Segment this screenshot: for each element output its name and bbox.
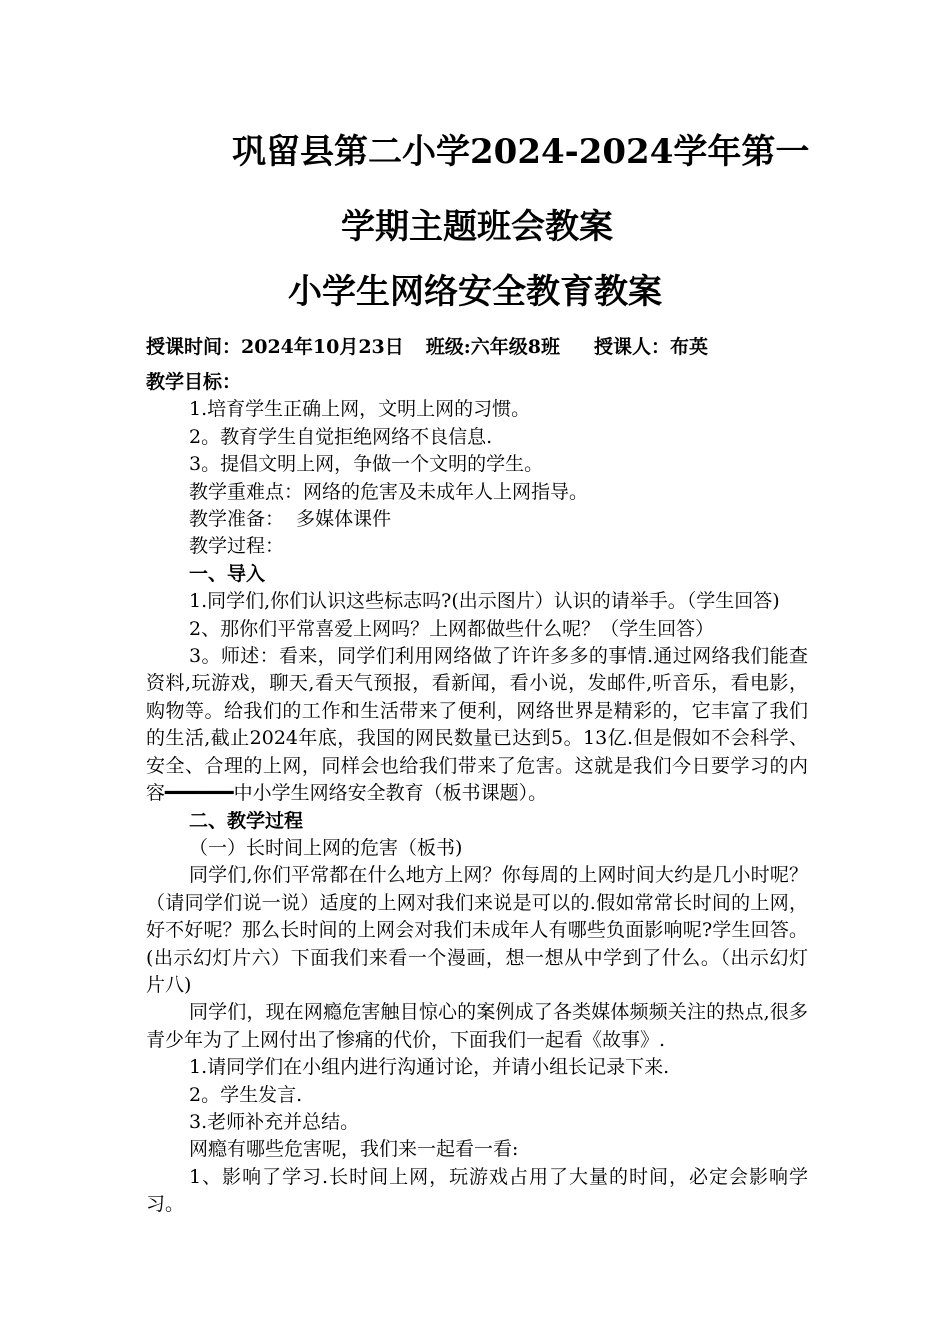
paragraph: 3。师述：看来，同学们利用网络做了许许多多的事情.通过网络我们能查资料,玩游戏，聊天,看天气预报，看新闻，看小说，发邮件,听音乐，看电影，购物等。给我们的工作和生活带来了便利，网络世界是精彩的，它丰富了我们的生活,截止2024年底，我国的网民数量已达到5。13亿.但是假如不会科学、安全、合理的上网，同样会也给我们带来了危害。这就是我们今日要学习的内容━━━━━━中小学生网络安全教育（板书课题）。 — [146, 645, 808, 805]
document-title-line-1: 巩留县第二小学2024-2024学年第一 — [232, 132, 810, 172]
paragraph: 1.请同学们在小组内进行沟通讨论，并请小组长记录下来. — [189, 1056, 670, 1079]
paragraph: 1.培育学生正确上网，文明上网的习惯。 — [189, 398, 531, 421]
paragraph: 1.同学们,你们认识这些标志吗?(出示图片）认识的请举手。（学生回答) — [189, 590, 780, 613]
paragraph: 2。教育学生自觉拒绝网络不良信息. — [189, 425, 493, 448]
document-subtitle: 小学生网络安全教育教案 — [288, 272, 662, 312]
lesson-time: 授课时间：2024年10月23日 — [146, 336, 404, 358]
paragraph: 2、那你们平常喜爱上网吗？上网都做些什么呢？（学生回答） — [189, 617, 715, 640]
section-heading-process: 二、教学过程 — [189, 809, 304, 832]
paragraph: 3。提倡文明上网，争做一个文明的学生。 — [189, 453, 544, 476]
section-heading-intro: 一、导入 — [189, 562, 266, 585]
paragraph: 3.老师补充并总结。 — [189, 1110, 360, 1133]
lesson-class: 班级:六年级8班 — [425, 336, 560, 358]
paragraph: 同学们,你们平常都在什么地方上网？你每周的上网时间大约是几小时呢？（请同学们说一说）适度的上网对我们来说是可以的.假如常常长时间的上网，好不好呢？那么长时间的上网会对我们未成年人有哪些负面影响呢?学生回答。(出示幻灯片六）下面我们来看一个漫画，想一想从中学到了什么。（出示幻灯片八) — [146, 864, 808, 996]
paragraph: 教学准备： 多媒体课件 — [189, 508, 392, 531]
paragraph: 教学过程： — [189, 535, 285, 558]
paragraph: 1、影响了学习.长时间上网，玩游戏占用了大量的时间，必定会影响学习。 — [146, 1165, 808, 1216]
paragraph: （一）长时间上网的危害（板书) — [189, 836, 463, 859]
document-title-line-2: 学期主题班会教案 — [341, 207, 613, 247]
section-heading-goals: 教学目标： — [146, 371, 242, 393]
lesson-teacher: 授课人：布英 — [594, 336, 709, 358]
paragraph: 同学们，现在网瘾危害触目惊心的案例成了各类媒体频频关注的热点,很多青少年为了上网付出了惨痛的代价，下面我们一起看《故事》. — [146, 1001, 808, 1051]
paragraph: 教学重难点：网络的危害及未成年人上网指导。 — [189, 480, 589, 503]
lesson-meta — [146, 333, 806, 361]
document-body — [146, 369, 808, 1219]
paragraph: 网瘾有哪些危害呢，我们来一起看一看: — [189, 1138, 519, 1161]
paragraph: 2。学生发言. — [189, 1083, 303, 1106]
